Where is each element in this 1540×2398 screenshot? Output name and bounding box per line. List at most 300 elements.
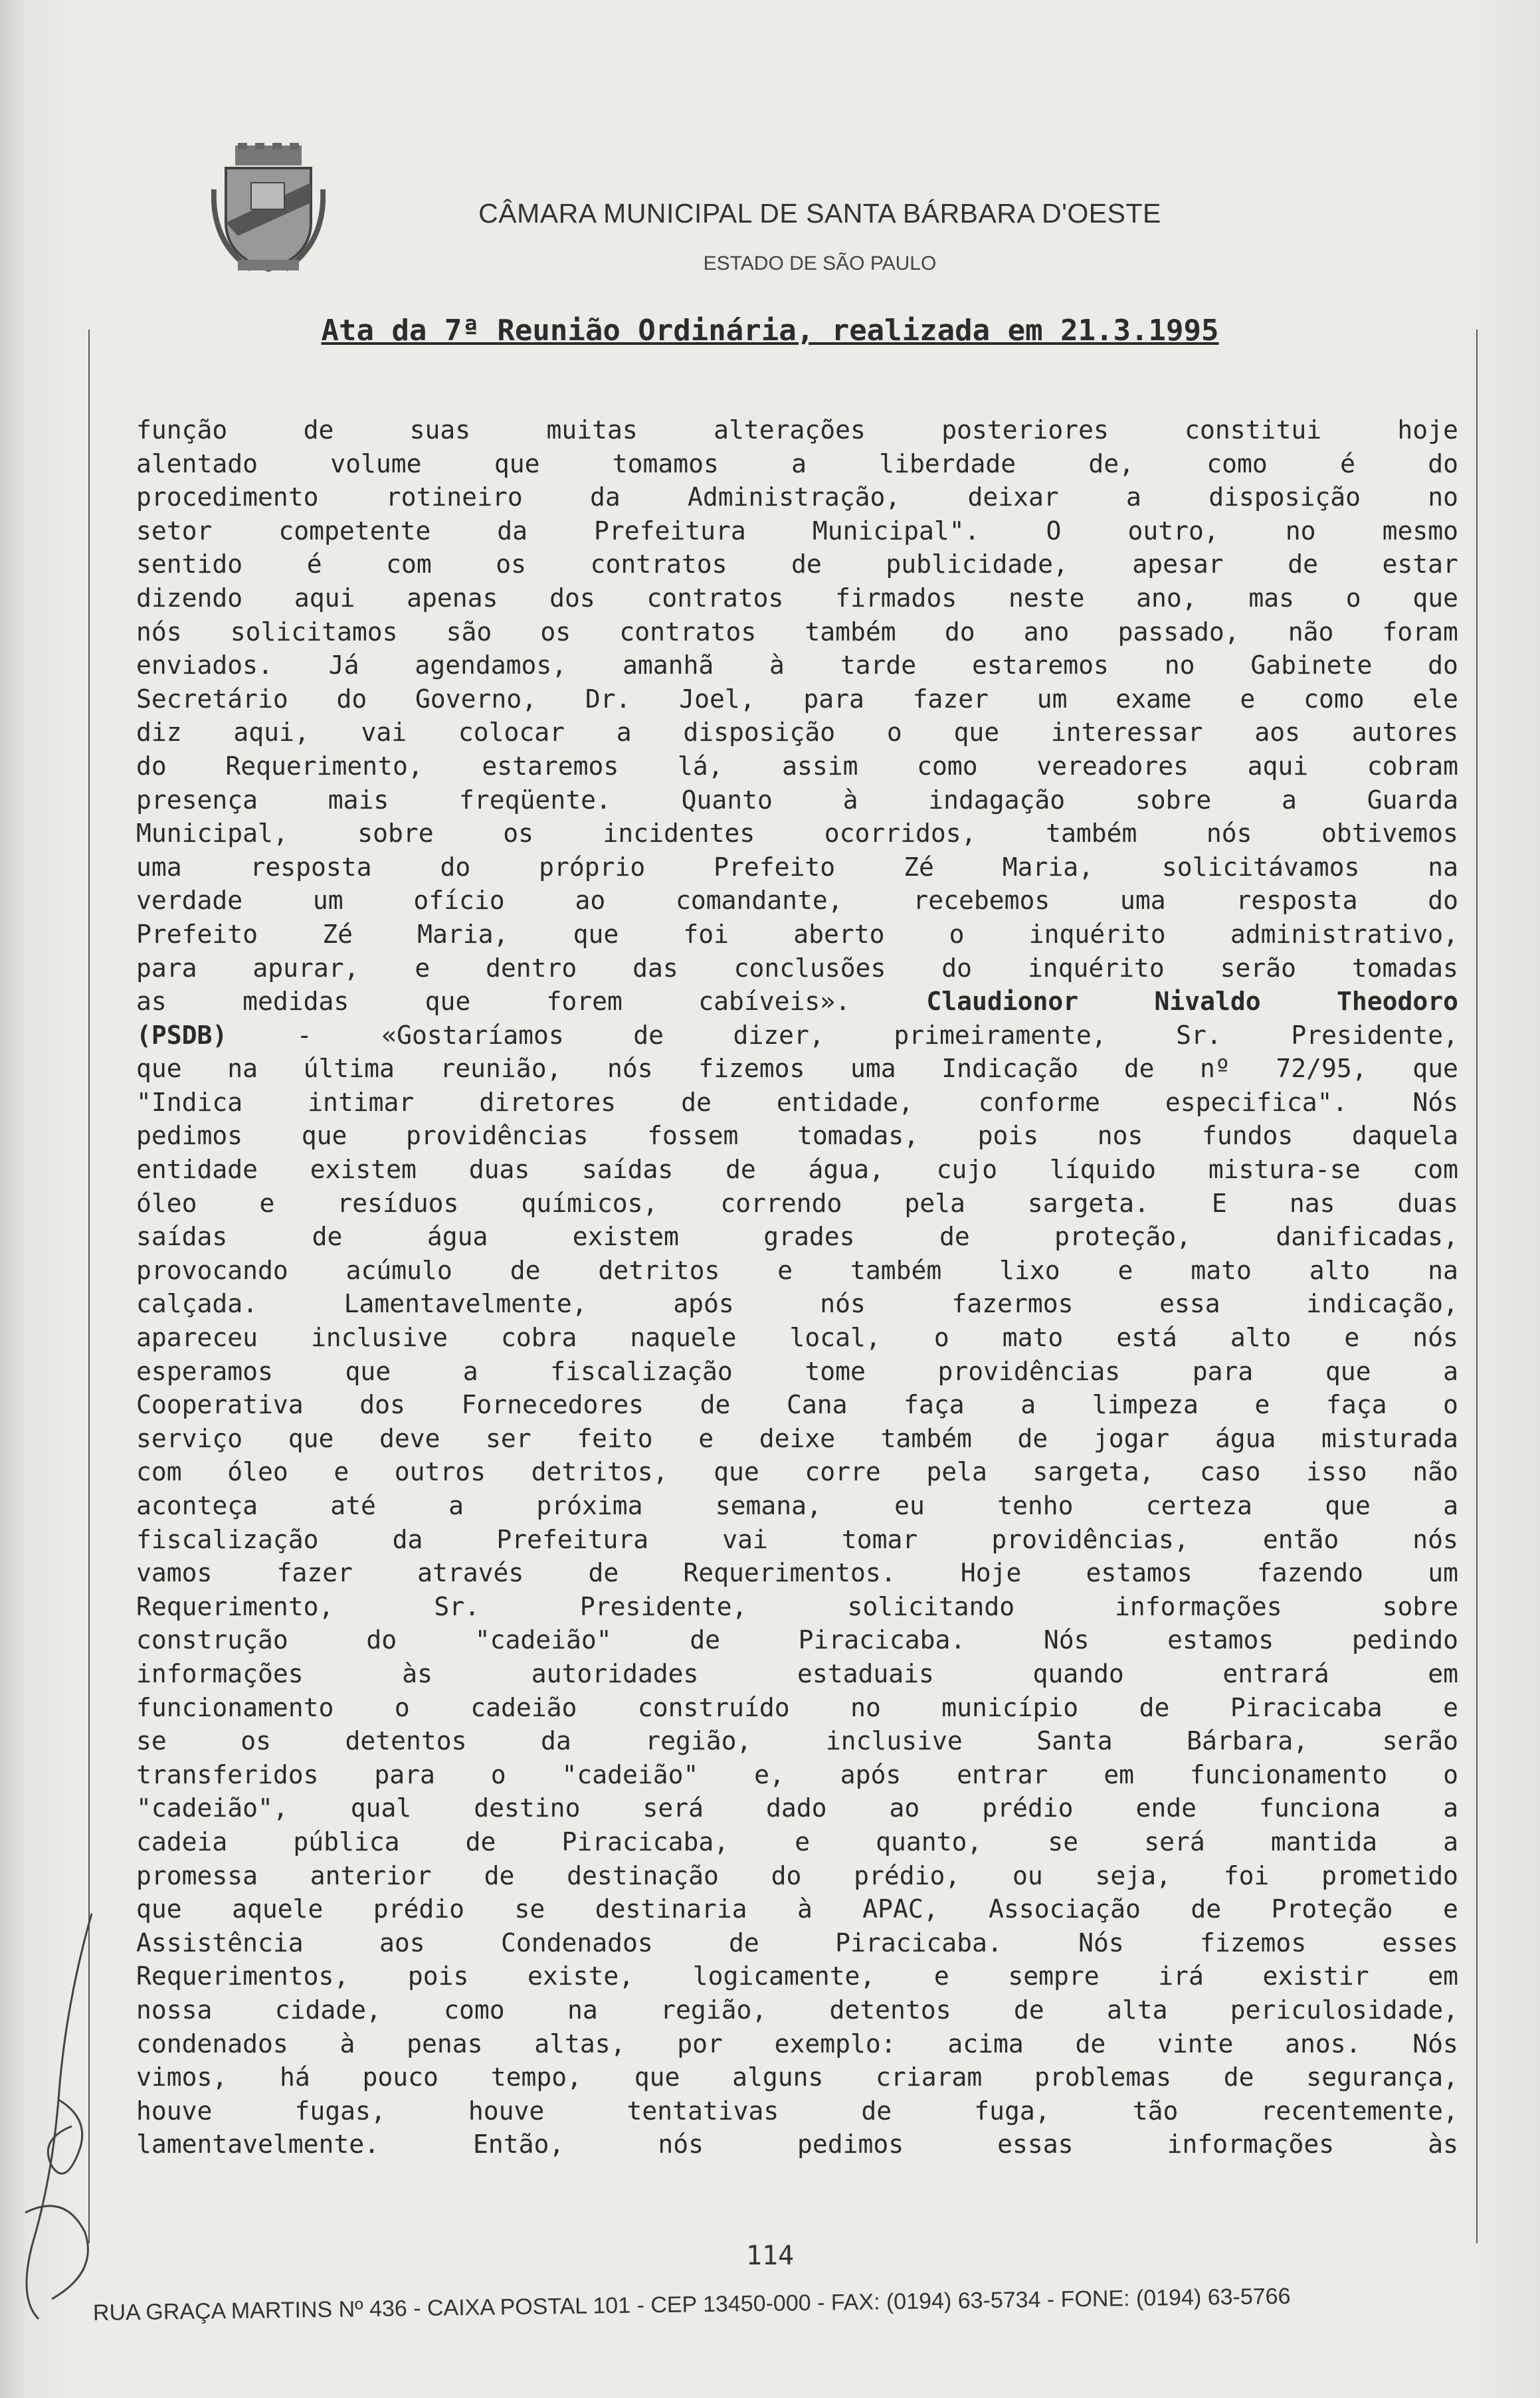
word: que [1325, 1491, 1371, 1520]
word: um [1428, 1558, 1458, 1588]
word: de [861, 2096, 892, 2126]
text-line [136, 1590, 1458, 1624]
word: uma [136, 852, 182, 882]
word: sobre [1382, 1591, 1458, 1621]
word: da [589, 482, 621, 512]
word: hoje [1397, 415, 1458, 445]
word: Dr. [585, 684, 631, 714]
text-line [136, 1422, 1458, 1456]
word: contratos [590, 550, 727, 579]
meeting-title: Ata da 7ª Reunião Ordinária, realizada em 21.3.1995 [321, 314, 1219, 348]
word: destinaria [595, 1894, 747, 1924]
word: Administração, [687, 482, 901, 512]
word: Piracicaba. [798, 1625, 966, 1655]
word: saídas [136, 1222, 228, 1252]
word: e [1117, 1255, 1133, 1285]
word: conclusões [733, 953, 886, 983]
word: se [1048, 1827, 1079, 1856]
word: Piracicaba. [835, 1928, 1003, 1957]
word: indicação, [1306, 1289, 1458, 1319]
word: pedindo [1351, 1625, 1458, 1655]
word: informações [136, 1658, 304, 1688]
word: do [366, 1625, 397, 1655]
word: de [700, 1390, 731, 1420]
word: pedimos [797, 2130, 904, 2159]
word: do [440, 852, 471, 882]
word: fazer [912, 684, 989, 714]
word: alguns [732, 2062, 824, 2092]
word: Prefeito [136, 919, 258, 949]
word: diz [136, 718, 182, 748]
word: município [941, 1692, 1079, 1722]
word: APAC, [862, 1894, 939, 1924]
word: de [312, 1222, 343, 1252]
word: e, [754, 1759, 785, 1789]
word: das [632, 953, 678, 983]
word: Associação [989, 1894, 1141, 1924]
word: Prefeitura [594, 516, 746, 546]
word: como [1303, 684, 1365, 714]
word: mistura-se [1208, 1155, 1361, 1185]
word: ser [486, 1423, 531, 1453]
word: o [1443, 1759, 1458, 1789]
word: na [227, 1054, 258, 1084]
word: dizendo [136, 583, 243, 613]
word: região, [645, 1726, 752, 1756]
word: de [939, 1222, 970, 1252]
word: cobram [1367, 751, 1458, 781]
text-line [136, 1657, 1458, 1691]
word: função [136, 415, 228, 445]
word: os [503, 819, 533, 849]
word: e [933, 1961, 949, 1991]
word: para [1192, 1356, 1254, 1386]
word: 72/95, [1276, 1054, 1367, 1084]
word: fossem [647, 1121, 739, 1151]
word: estaremos [971, 650, 1109, 680]
text-line [136, 1892, 1458, 1926]
word: estaduais [797, 1658, 934, 1688]
word: calçada. [136, 1289, 258, 1319]
word: a [1020, 1390, 1036, 1420]
word: dos [549, 583, 595, 613]
text-line [136, 1019, 1458, 1052]
word: contratos [646, 583, 784, 613]
word: então [1262, 1524, 1339, 1554]
word: a [791, 449, 807, 478]
word: cadeia [136, 1827, 228, 1856]
word: acima [947, 2029, 1024, 2058]
text-line [136, 884, 1458, 918]
word: ou [1012, 1860, 1043, 1890]
word: suas [409, 415, 471, 445]
word: solicitando [847, 1591, 1015, 1621]
word: mato [1002, 1323, 1064, 1353]
word: ende [1135, 1793, 1197, 1823]
page-number: 114 [745, 2241, 795, 2271]
word: providências [405, 1121, 589, 1151]
word: o [886, 718, 902, 748]
address-footer: RUA GRAÇA MARTINS Nº 436 - CAIXA POSTAL 101 - CEP 13450-000 - FAX: (0194) 63-5734 - FONE: (0194) 63-5766 [92, 2283, 1291, 2326]
word: água [427, 1222, 488, 1252]
word: essas [997, 2130, 1074, 2159]
word: também [805, 617, 896, 647]
word: acúmulo [345, 1255, 452, 1285]
word: os [241, 1726, 271, 1756]
word: também [880, 1423, 972, 1453]
word: prédio [373, 1894, 465, 1924]
word: faça [1325, 1390, 1387, 1420]
word: com [386, 550, 432, 579]
word: destino [474, 1793, 581, 1823]
word: do [941, 953, 972, 983]
word: mas [1248, 583, 1294, 613]
word: alto [1309, 1255, 1371, 1285]
word: apurar, [252, 953, 359, 983]
word: se [514, 1894, 545, 1924]
word: como [444, 1995, 505, 2025]
word: e [259, 1188, 275, 1218]
word: inclusive [825, 1726, 963, 1756]
word: da [497, 516, 528, 546]
word: Lamentavelmente, [343, 1289, 587, 1319]
word: detritos [598, 1255, 720, 1285]
word: há [280, 2062, 310, 2092]
word: de, [1088, 449, 1135, 478]
word: e [1442, 1894, 1458, 1924]
word: transferidos [136, 1759, 319, 1789]
word: duas [468, 1155, 530, 1185]
word: tomadas, [797, 1121, 919, 1151]
word: à [339, 2029, 355, 2058]
word: vai [361, 718, 407, 748]
text-line [136, 480, 1458, 514]
word: de [510, 1255, 541, 1285]
text-line [136, 1153, 1458, 1187]
word: daquela [1351, 1121, 1458, 1151]
word: interessar [1050, 718, 1203, 748]
word: o [1345, 583, 1361, 613]
word: inclusive [311, 1323, 448, 1353]
word: de [725, 1155, 756, 1185]
word: Requerimentos. [683, 1558, 896, 1588]
word: local, [789, 1323, 881, 1353]
word: serão [1382, 1726, 1458, 1756]
word: prédio [982, 1793, 1074, 1823]
minutes-body [136, 413, 1458, 2161]
word: aberto [793, 919, 885, 949]
word: vereadores [1036, 751, 1189, 781]
word: nós [1412, 1323, 1458, 1353]
word: a [616, 718, 632, 748]
word: irá [1158, 1961, 1204, 1991]
word: "cadeião", [136, 1793, 288, 1823]
word: autoridades [531, 1658, 699, 1688]
word: existem [572, 1222, 679, 1252]
word: estamos [1086, 1558, 1193, 1588]
word: tentativas [626, 2096, 779, 2126]
word: recentemente, [1260, 2096, 1458, 2126]
word: que [953, 718, 1000, 748]
word: a [1443, 1356, 1458, 1386]
word: naquele [630, 1323, 737, 1353]
word: Presidente, [1291, 1020, 1458, 1050]
word: os [496, 550, 527, 579]
word: Secretário [136, 684, 288, 714]
word: dado [765, 1793, 827, 1823]
word: com [1412, 1155, 1458, 1185]
word: informações [1115, 1591, 1282, 1621]
word: ao [889, 1793, 920, 1823]
word: apesar [1132, 550, 1224, 579]
word: pois [977, 1121, 1039, 1151]
word: exemplo: [774, 2029, 896, 2058]
word: a [1443, 1827, 1458, 1856]
word: que [573, 919, 619, 949]
word: Sr. [1176, 1020, 1222, 1050]
word: sargeta. [1027, 1188, 1149, 1218]
text-line [136, 1724, 1458, 1758]
word: essa [1159, 1289, 1220, 1319]
word: autores [1351, 718, 1458, 748]
word: ano, [1136, 583, 1197, 613]
word: e [1254, 1390, 1270, 1420]
word: entidade [136, 1155, 258, 1185]
word: freqüente. [459, 785, 611, 815]
word: fuga, [974, 2096, 1050, 2126]
word: funcionamento [1189, 1759, 1388, 1789]
word: óleo [136, 1188, 197, 1218]
text-line [136, 1355, 1458, 1389]
word: Piracicaba, [561, 1827, 729, 1856]
word: grades [763, 1222, 855, 1252]
text-line [136, 1859, 1458, 1893]
word: à [797, 1894, 813, 1924]
word: nossa [136, 1995, 213, 2025]
word: dentro [486, 953, 577, 983]
text-line [136, 514, 1458, 548]
word: fizemos [1200, 1928, 1307, 1957]
word: do [336, 684, 367, 714]
word: nós [1206, 819, 1252, 849]
word: nas [1289, 1188, 1335, 1218]
word: administrativo, [1230, 919, 1458, 949]
word: do [1428, 650, 1458, 680]
word: penas [407, 2029, 483, 2058]
word: assim [782, 751, 858, 781]
word: "cadeião" [561, 1759, 699, 1789]
word: que [136, 1894, 182, 1924]
word: sentido [136, 550, 243, 579]
word: liberdade [879, 449, 1016, 478]
word: semana, [715, 1491, 822, 1520]
word: aqui [294, 583, 355, 613]
word: posteriores [941, 415, 1109, 445]
text-line [136, 1254, 1458, 1288]
word: passado, [1117, 617, 1240, 647]
word: mantida [1270, 1827, 1377, 1856]
word: até [330, 1491, 376, 1520]
text-line [136, 1523, 1458, 1557]
word: uma [1120, 886, 1166, 916]
word: deixar [967, 482, 1059, 512]
word: funcionamento [136, 1692, 334, 1722]
word: e [415, 953, 431, 983]
word: água, [808, 1155, 884, 1185]
word: ano [1023, 617, 1070, 647]
word: conforme [978, 1087, 1100, 1117]
word: e [1344, 1323, 1360, 1353]
word: primeiramente, [894, 1020, 1107, 1050]
word: de [1123, 1054, 1155, 1084]
word: não [1412, 1457, 1458, 1487]
word: a [462, 1356, 478, 1386]
word: rotineiro [385, 482, 523, 512]
word: Nós [1412, 1087, 1458, 1117]
word: Proteção [1271, 1894, 1393, 1924]
word: no [1285, 516, 1316, 546]
word: firmados [835, 583, 957, 613]
word: exame [1115, 684, 1192, 714]
word: de [303, 415, 334, 445]
word: fizemos [698, 1054, 805, 1084]
word: na [1428, 1255, 1458, 1285]
word: entidade, [776, 1087, 914, 1117]
word: por [677, 2029, 723, 2058]
text-line [136, 1086, 1458, 1120]
word: Municipal". [812, 516, 980, 546]
word: tão [1132, 2096, 1179, 2126]
word: qual [350, 1793, 412, 1823]
word: em [1428, 1658, 1458, 1688]
text-line [136, 548, 1458, 581]
word: que [634, 2062, 680, 2092]
word: às [1428, 2130, 1458, 2159]
word: periculosidade, [1230, 1995, 1458, 2025]
word: constitui [1185, 415, 1322, 445]
word: resposta [250, 852, 372, 882]
word: em [1428, 1961, 1458, 1991]
word: cidade, [274, 1995, 381, 2025]
text-line [136, 1321, 1458, 1355]
word: esperamos [136, 1356, 273, 1386]
word: aconteça [136, 1491, 258, 1520]
word: serviço [136, 1423, 243, 1453]
word: e [698, 1423, 714, 1453]
word: de [1013, 1995, 1044, 2025]
word: tempo, [490, 2062, 582, 2092]
word: detentos [345, 1726, 467, 1756]
word: as [136, 987, 167, 1017]
word: feito [577, 1423, 653, 1453]
word: após [840, 1759, 902, 1789]
word: está [1116, 1323, 1177, 1353]
word: colocar [458, 718, 565, 748]
text-line [136, 1119, 1458, 1153]
word: problemas [1034, 2062, 1171, 2092]
word: aos [1254, 718, 1301, 748]
word: provocando [136, 1255, 288, 1285]
word: deixe [759, 1423, 836, 1453]
word: no [1428, 482, 1458, 512]
text-line [136, 2060, 1458, 2094]
text-line [136, 1556, 1458, 1590]
word: providências, [991, 1524, 1189, 1554]
word: cujo [936, 1155, 998, 1185]
word: químicos, [521, 1188, 658, 1218]
word: Nivaldo [1154, 987, 1261, 1017]
word: duas [1397, 1188, 1458, 1218]
text-line [136, 1791, 1458, 1825]
word: em [1104, 1759, 1134, 1789]
word: cobra [500, 1323, 577, 1353]
word: o [1443, 1390, 1458, 1420]
word: cadeião [470, 1692, 577, 1722]
text-line [136, 1959, 1458, 1993]
word: ao [575, 886, 606, 916]
word: Já [328, 650, 359, 680]
word: após [673, 1289, 734, 1319]
text-line [136, 817, 1458, 850]
word: Theodoro [1336, 987, 1458, 1017]
word: faça [904, 1390, 965, 1420]
word: providências [937, 1356, 1121, 1386]
word: que [1412, 1054, 1458, 1084]
text-line [136, 850, 1458, 884]
word: pois [407, 1961, 469, 1991]
word: pouco [362, 2062, 438, 2092]
word: detentos [829, 1995, 951, 2025]
word: tenho [997, 1491, 1074, 1520]
word: Gabinete [1250, 650, 1373, 680]
text-line [136, 581, 1458, 615]
word: e [334, 1457, 349, 1487]
word: Fornecedores [461, 1390, 644, 1420]
text-line [136, 615, 1458, 649]
word: detritos, [531, 1457, 668, 1487]
word: certeza [1145, 1491, 1252, 1520]
word: do [136, 751, 167, 781]
word: para [136, 953, 197, 983]
word: mais [328, 785, 389, 815]
word: outro, [1127, 516, 1219, 546]
word: lá, [677, 751, 723, 781]
word: da [540, 1726, 571, 1756]
word: Condenados [500, 1928, 653, 1957]
word: estamos [1167, 1625, 1274, 1655]
word: é [1340, 449, 1355, 478]
word: altas, [534, 2029, 626, 2058]
word: que [1325, 1356, 1371, 1386]
word: houve [136, 2096, 213, 2126]
word: de [690, 1625, 720, 1655]
word: muitas [546, 415, 638, 445]
word: Santa [1036, 1726, 1113, 1756]
word: a [1443, 1793, 1458, 1823]
word: correndo [720, 1188, 842, 1218]
word: nós [658, 2130, 704, 2159]
word: um [1036, 684, 1068, 714]
word: última [303, 1054, 395, 1084]
word: de [1288, 550, 1318, 579]
word: resposta [1236, 886, 1358, 916]
word: entrará [1222, 1658, 1329, 1688]
word: reunião, [440, 1054, 562, 1084]
word: que [136, 1054, 182, 1084]
word: que [425, 987, 471, 1017]
word: fundos [1201, 1121, 1294, 1151]
word: o [933, 1323, 949, 1353]
